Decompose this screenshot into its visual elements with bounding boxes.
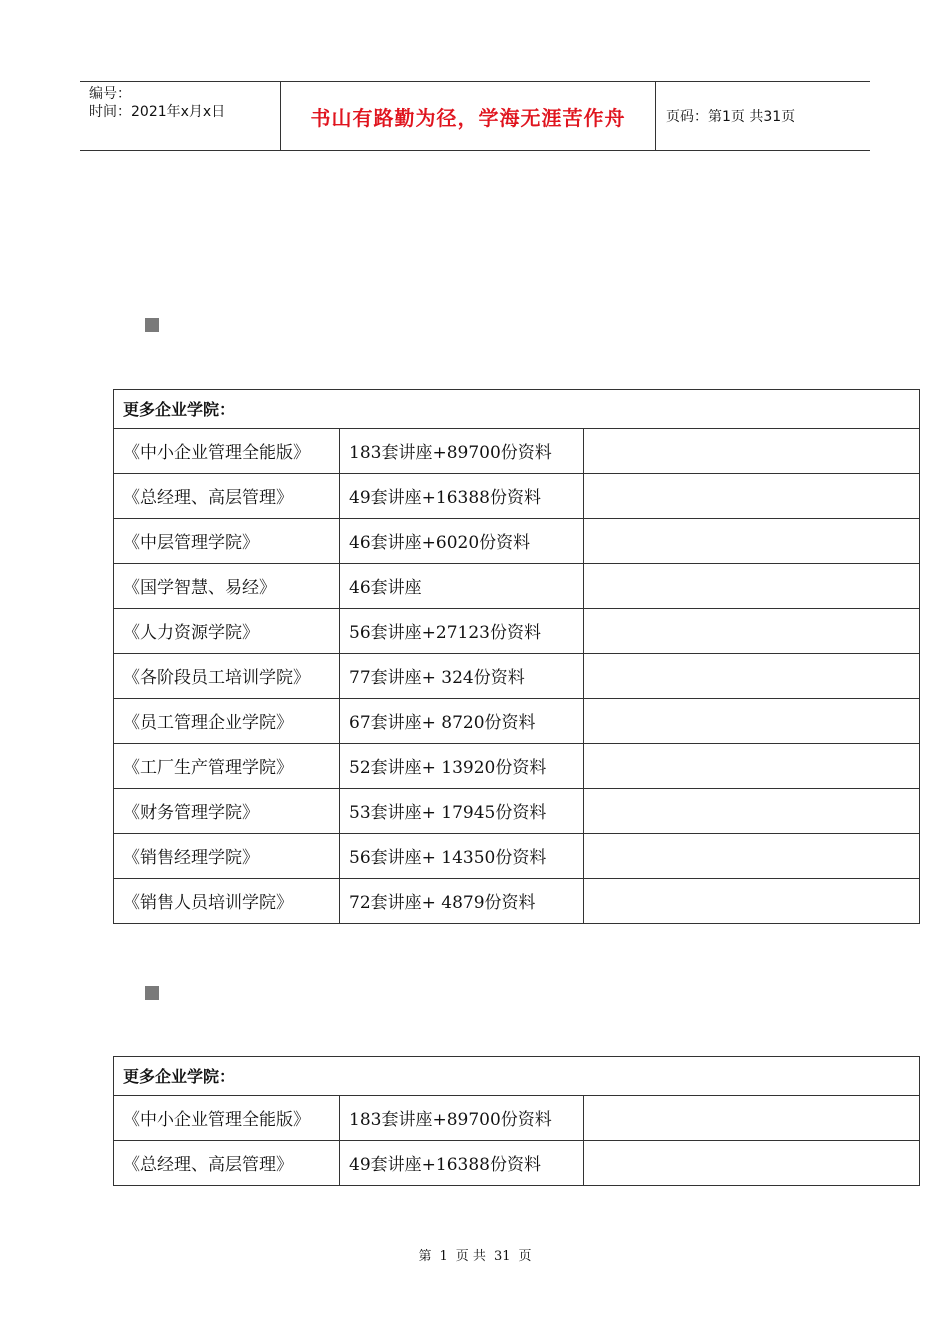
course-name-cell: 《工厂生产管理学院》 xyxy=(114,744,340,789)
course-name-cell: 《员工管理企业学院》 xyxy=(114,699,340,744)
page-footer xyxy=(0,1245,950,1264)
square-bullet-icon xyxy=(145,318,159,332)
course-content-cell: 56套讲座+ 14350份资料 xyxy=(340,834,584,879)
header-page-info: 页码：第1页 共31页 xyxy=(666,109,796,125)
course-name-cell: 《中层管理学院》 xyxy=(114,519,340,564)
course-extra-cell xyxy=(584,1141,920,1186)
course-content-cell: 67套讲座+ 8720份资料 xyxy=(340,699,584,744)
course-extra-cell xyxy=(584,654,920,699)
table-row xyxy=(114,654,920,699)
table-row xyxy=(114,744,920,789)
table-row xyxy=(114,474,920,519)
table-row xyxy=(114,564,920,609)
header-motto: 书山有路勤为径，学海无涯苦作舟 xyxy=(281,82,656,150)
course-name-cell: 《中小企业管理全能版》 xyxy=(114,429,340,474)
square-bullet-icon xyxy=(145,986,159,1000)
document-number-label: 编号： xyxy=(89,86,131,102)
table-row xyxy=(114,429,920,474)
course-table-2 xyxy=(113,1056,920,1186)
course-extra-cell xyxy=(584,609,920,654)
table-row xyxy=(114,789,920,834)
course-name-cell: 《销售人员培训学院》 xyxy=(114,879,340,924)
table-row xyxy=(114,609,920,654)
course-content-cell: 52套讲座+ 13920份资料 xyxy=(340,744,584,789)
course-extra-cell xyxy=(584,699,920,744)
table-row xyxy=(114,519,920,564)
course-content-cell: 183套讲座+89700份资料 xyxy=(340,429,584,474)
document-time-label: 时间：2021年x月x日 xyxy=(89,104,226,120)
footer-page-total: 31 xyxy=(493,1249,511,1264)
course-name-cell: 《销售经理学院》 xyxy=(114,834,340,879)
table-row xyxy=(114,699,920,744)
course-name-cell: 《总经理、高层管理》 xyxy=(114,474,340,519)
course-table-1 xyxy=(113,389,920,924)
table-title-row xyxy=(114,1057,920,1096)
footer-page-prefix: 第 xyxy=(418,1249,432,1264)
course-extra-cell xyxy=(584,789,920,834)
course-content-cell: 56套讲座+27123份资料 xyxy=(340,609,584,654)
footer-page-mid: 页 共 xyxy=(455,1249,486,1264)
course-name-cell: 《中小企业管理全能版》 xyxy=(114,1096,340,1141)
course-extra-cell xyxy=(584,519,920,564)
course-content-cell: 72套讲座+ 4879份资料 xyxy=(340,879,584,924)
page-header xyxy=(80,81,870,151)
course-name-cell: 《各阶段员工培训学院》 xyxy=(114,654,340,699)
header-meta xyxy=(80,82,281,150)
course-content-cell: 49套讲座+16388份资料 xyxy=(340,474,584,519)
course-extra-cell xyxy=(584,564,920,609)
course-extra-cell xyxy=(584,474,920,519)
course-extra-cell xyxy=(584,879,920,924)
table-row xyxy=(114,1141,920,1186)
course-name-cell: 《国学智慧、易经》 xyxy=(114,564,340,609)
course-extra-cell xyxy=(584,834,920,879)
course-content-cell: 46套讲座 xyxy=(340,564,584,609)
course-extra-cell xyxy=(584,1096,920,1141)
table-row xyxy=(114,834,920,879)
course-name-cell: 《财务管理学院》 xyxy=(114,789,340,834)
course-content-cell: 53套讲座+ 17945份资料 xyxy=(340,789,584,834)
table-row xyxy=(114,879,920,924)
table-row xyxy=(114,1096,920,1141)
table-title: 更多企业学院： xyxy=(114,390,920,429)
course-extra-cell xyxy=(584,744,920,789)
footer-page-current: 1 xyxy=(439,1249,448,1264)
course-content-cell: 49套讲座+16388份资料 xyxy=(340,1141,584,1186)
footer-page-suffix: 页 xyxy=(518,1249,532,1264)
course-content-cell: 77套讲座+ 324份资料 xyxy=(340,654,584,699)
course-name-cell: 《人力资源学院》 xyxy=(114,609,340,654)
course-content-cell: 46套讲座+6020份资料 xyxy=(340,519,584,564)
table-title-row xyxy=(114,390,920,429)
course-content-cell: 183套讲座+89700份资料 xyxy=(340,1096,584,1141)
table-title: 更多企业学院： xyxy=(114,1057,920,1096)
course-name-cell: 《总经理、高层管理》 xyxy=(114,1141,340,1186)
course-extra-cell xyxy=(584,429,920,474)
